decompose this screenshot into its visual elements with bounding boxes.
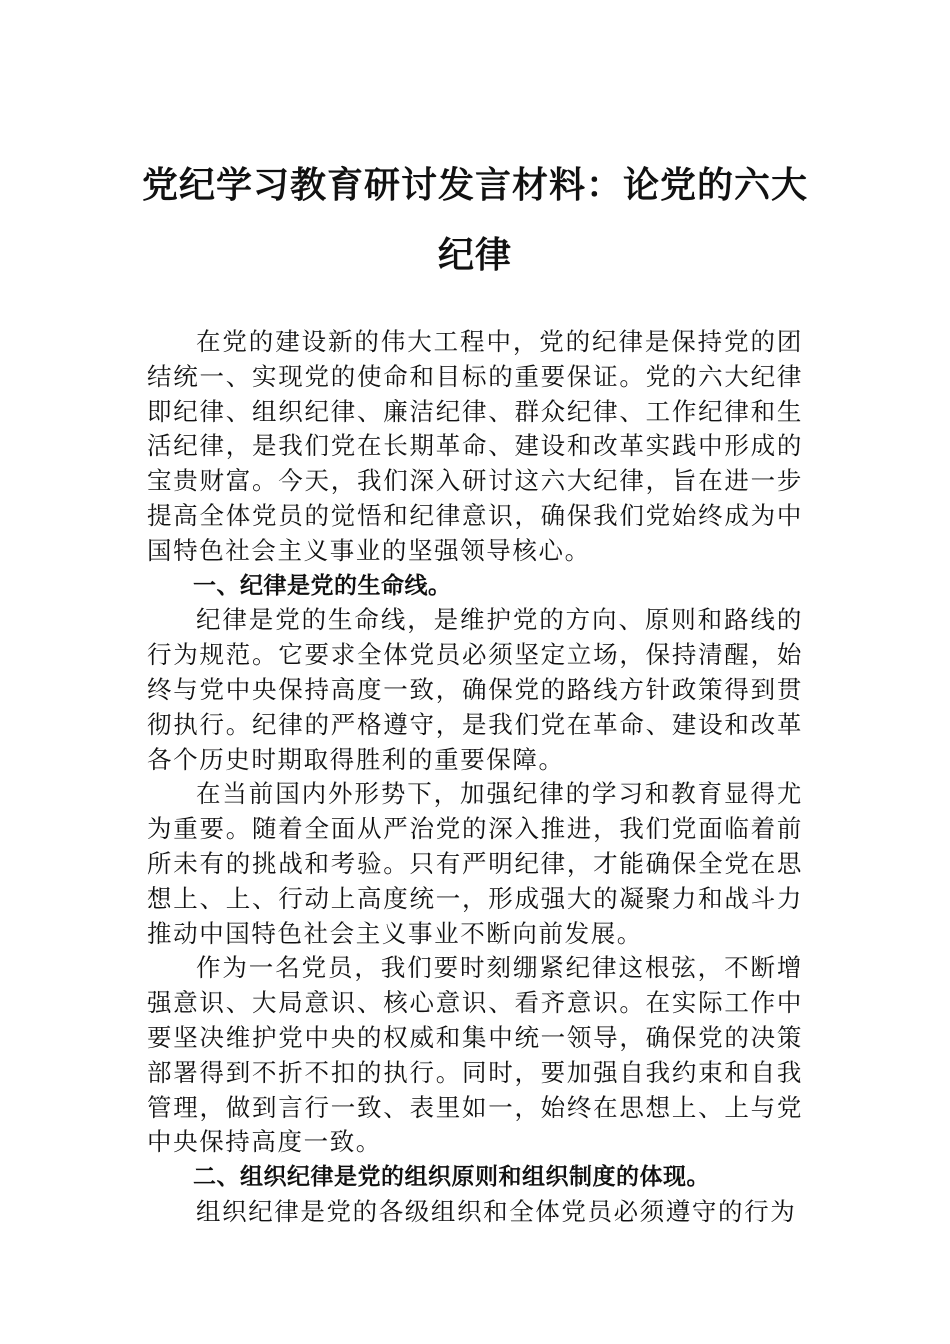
section-1-paragraph-1: 纪律是党的生命线，是维护党的方向、原则和路线的行为规范。它要求全体党员必须坚定立场，保持清醒，始终与党中央保持高度一致，确保党的路线方针政策得到贯彻执行。纪律的严格遵守，是我们党在革命、建设和改革各个历史时期取得胜利的重要保障。 — [147, 605, 803, 774]
document-title: 党纪学习教育研讨发言材料：论党的六大纪律 — [141, 164, 808, 276]
section-2-paragraph-1: 组织纪律是党的各级组织和全体党员必须遵守的行为 — [196, 1196, 797, 1226]
document-body — [147, 325, 803, 1230]
intro-paragraph: 在党的建设新的伟大工程中，党的纪律是保持党的团结统一、实现党的使命和目标的重要保证。党的六大纪律即纪律、组织纪律、廉洁纪律、群众纪律、工作纪律和生活纪律，是我们党在长期革命、建设和改革实践中形成的宝贵财富。今天，我们深入研讨这六大纪律，旨在进一步提高全体党员的觉悟和纪律意识，确保我们党始终成为中国特色社会主义事业的坚强领导核心。 — [147, 327, 803, 565]
section-1-paragraph-3: 作为一名党员，我们要时刻绷紧纪律这根弦，不断增强意识、大局意识、核心意识、看齐意识。在实际工作中要坚决维护党中央的权威和集中统一领导，确保党的决策部署得到不折不扣的执行。同时，要加强自我约束和自我管理，做到言行一致、表里如一，始终在思想上、上与党中央保持高度一致。 — [147, 953, 803, 1157]
section-1-paragraph-2: 在当前国内外形势下，加强纪律的学习和教育显得尤为重要。随着全面从严治党的深入推进，我们党面临着前所未有的挑战和考验。只有严明纪律，才能确保全党在思想上、上、行动上高度统一，形成强大的凝聚力和战斗力推动中国特色社会主义事业不断向前发展。 — [147, 779, 803, 948]
section-heading-1: 一、纪律是党的生命线。 — [193, 572, 452, 599]
section-heading-2: 二、组织纪律是党的组织原则和组织制度的体现。 — [193, 1164, 710, 1191]
